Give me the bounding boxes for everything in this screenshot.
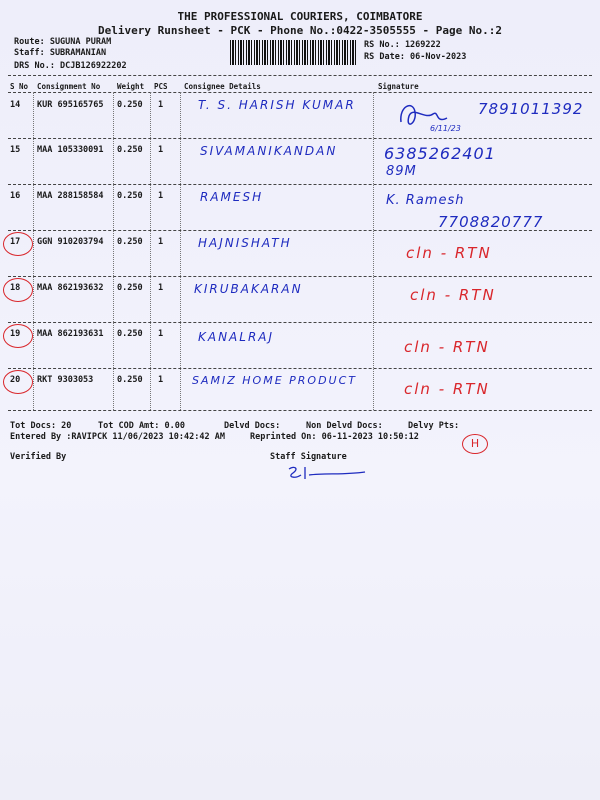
row-sno: 19 bbox=[10, 329, 21, 339]
row-weight: 0.250 bbox=[117, 191, 143, 201]
row-sno: 14 bbox=[10, 100, 21, 110]
divider bbox=[8, 276, 592, 277]
rs-number: RS No.: 1269222 bbox=[364, 40, 441, 50]
reprinted-on: Reprinted On: 06-11-2023 10:50:12 bbox=[250, 432, 419, 442]
company-title: THE PROFESSIONAL COURIERS, COIMBATORE bbox=[177, 10, 423, 23]
drs-number: DRS No.: DCJB126922202 bbox=[14, 61, 127, 71]
row-consignee: RAMESH bbox=[200, 190, 264, 204]
row-pcs: 1 bbox=[158, 191, 164, 201]
row-consignee: T. S. HARISH KUMAR bbox=[198, 98, 356, 112]
divider bbox=[8, 368, 592, 369]
non-delivered-docs: Non Delvd Docs: bbox=[306, 421, 383, 431]
delivery-points: Delvy Pts: bbox=[408, 421, 460, 431]
row-signature-date: 6/11/23 bbox=[430, 124, 461, 133]
row-pcs: 1 bbox=[158, 237, 164, 247]
verified-by-label: Verified By bbox=[10, 452, 67, 462]
col-consignee: Consignee Details bbox=[184, 82, 261, 91]
row-sno: 20 bbox=[10, 375, 21, 385]
delivered-docs: Delvd Docs: bbox=[224, 421, 281, 431]
col-weight: Weight bbox=[117, 82, 145, 91]
col-pcs: PCS bbox=[154, 82, 168, 91]
row-consignment: MAA 862193631 bbox=[37, 329, 104, 339]
total-cod: Tot COD Amt: 0.00 bbox=[98, 421, 185, 431]
row-weight: 0.250 bbox=[117, 329, 143, 339]
divider bbox=[8, 184, 592, 185]
divider bbox=[8, 92, 592, 93]
row-phone: 7891011392 bbox=[478, 100, 584, 118]
row-signature-note: 89M bbox=[386, 164, 417, 179]
row-consignment: MAA 862193632 bbox=[37, 283, 104, 293]
row-weight: 0.250 bbox=[117, 283, 143, 293]
staff-label: Staff: SUBRAMANIAN bbox=[14, 48, 107, 58]
row-phone: 6385262401 bbox=[384, 144, 496, 163]
row-weight: 0.250 bbox=[117, 145, 143, 155]
route-label: Route: SUGUNA PURAM bbox=[14, 37, 112, 47]
column-separator bbox=[373, 92, 374, 410]
column-separator bbox=[150, 92, 151, 410]
row-status-note: cln - RTN bbox=[404, 338, 490, 356]
row-consignee: KANALRAJ bbox=[198, 330, 275, 344]
column-separator bbox=[113, 92, 114, 410]
row-consignment: RKT 9303053 bbox=[37, 375, 94, 385]
column-separator bbox=[33, 92, 34, 410]
divider bbox=[8, 322, 592, 323]
row-status-note: cln - RTN bbox=[410, 286, 496, 304]
barcode bbox=[230, 40, 358, 65]
row-pcs: 1 bbox=[158, 329, 164, 339]
row-pcs: 1 bbox=[158, 145, 164, 155]
row-sno: 16 bbox=[10, 191, 21, 201]
row-pcs: 1 bbox=[158, 375, 164, 385]
row-signature-name: K. Ramesh bbox=[386, 193, 465, 208]
column-separator bbox=[180, 92, 181, 410]
entered-by: Entered By :RAVIPCK 11/06/2023 10:42:42 AM bbox=[10, 432, 225, 442]
row-sno: 18 bbox=[10, 283, 21, 293]
row-consignee: HAJNISHATH bbox=[198, 236, 292, 250]
row-consignment: MAA 105330091 bbox=[37, 145, 104, 155]
row-weight: 0.250 bbox=[117, 375, 143, 385]
signature-scribble bbox=[395, 100, 455, 136]
row-weight: 0.250 bbox=[117, 237, 143, 247]
row-status-note: cln - RTN bbox=[406, 244, 492, 262]
row-sno: 17 bbox=[10, 237, 21, 247]
row-consignee: SAMIZ HOME PRODUCT bbox=[192, 374, 357, 387]
divider bbox=[8, 410, 592, 411]
row-pcs: 1 bbox=[158, 100, 164, 110]
col-consignment: Consignment No bbox=[37, 82, 101, 91]
divider bbox=[8, 230, 592, 231]
row-consignment: GGN 910203794 bbox=[37, 237, 104, 247]
divider bbox=[8, 75, 592, 76]
total-docs: Tot Docs: 20 bbox=[10, 421, 72, 431]
row-consignment: KUR 695165765 bbox=[37, 100, 104, 110]
col-signature: Signature bbox=[378, 82, 419, 91]
row-consignee: SIVAMANIKANDAN bbox=[200, 144, 338, 158]
divider bbox=[8, 138, 592, 139]
circled-h-mark: H bbox=[462, 434, 488, 454]
runsheet-subtitle: Delivery Runsheet - PCK - Phone No.:0422-3505555 - Page No.:2 bbox=[98, 24, 502, 37]
row-consignment: MAA 288158584 bbox=[37, 191, 104, 201]
row-consignee: KIRUBAKARAN bbox=[194, 282, 303, 296]
staff-signature-scribble bbox=[285, 463, 375, 485]
row-pcs: 1 bbox=[158, 283, 164, 293]
col-sno: S No bbox=[10, 82, 29, 91]
row-weight: 0.250 bbox=[117, 100, 143, 110]
row-status-note: cln - RTN bbox=[404, 380, 490, 398]
staff-signature-label: Staff Signature bbox=[270, 452, 347, 462]
rs-date: RS Date: 06-Nov-2023 bbox=[364, 52, 467, 62]
row-sno: 15 bbox=[10, 145, 21, 155]
row-phone: 7708820777 bbox=[438, 213, 544, 231]
